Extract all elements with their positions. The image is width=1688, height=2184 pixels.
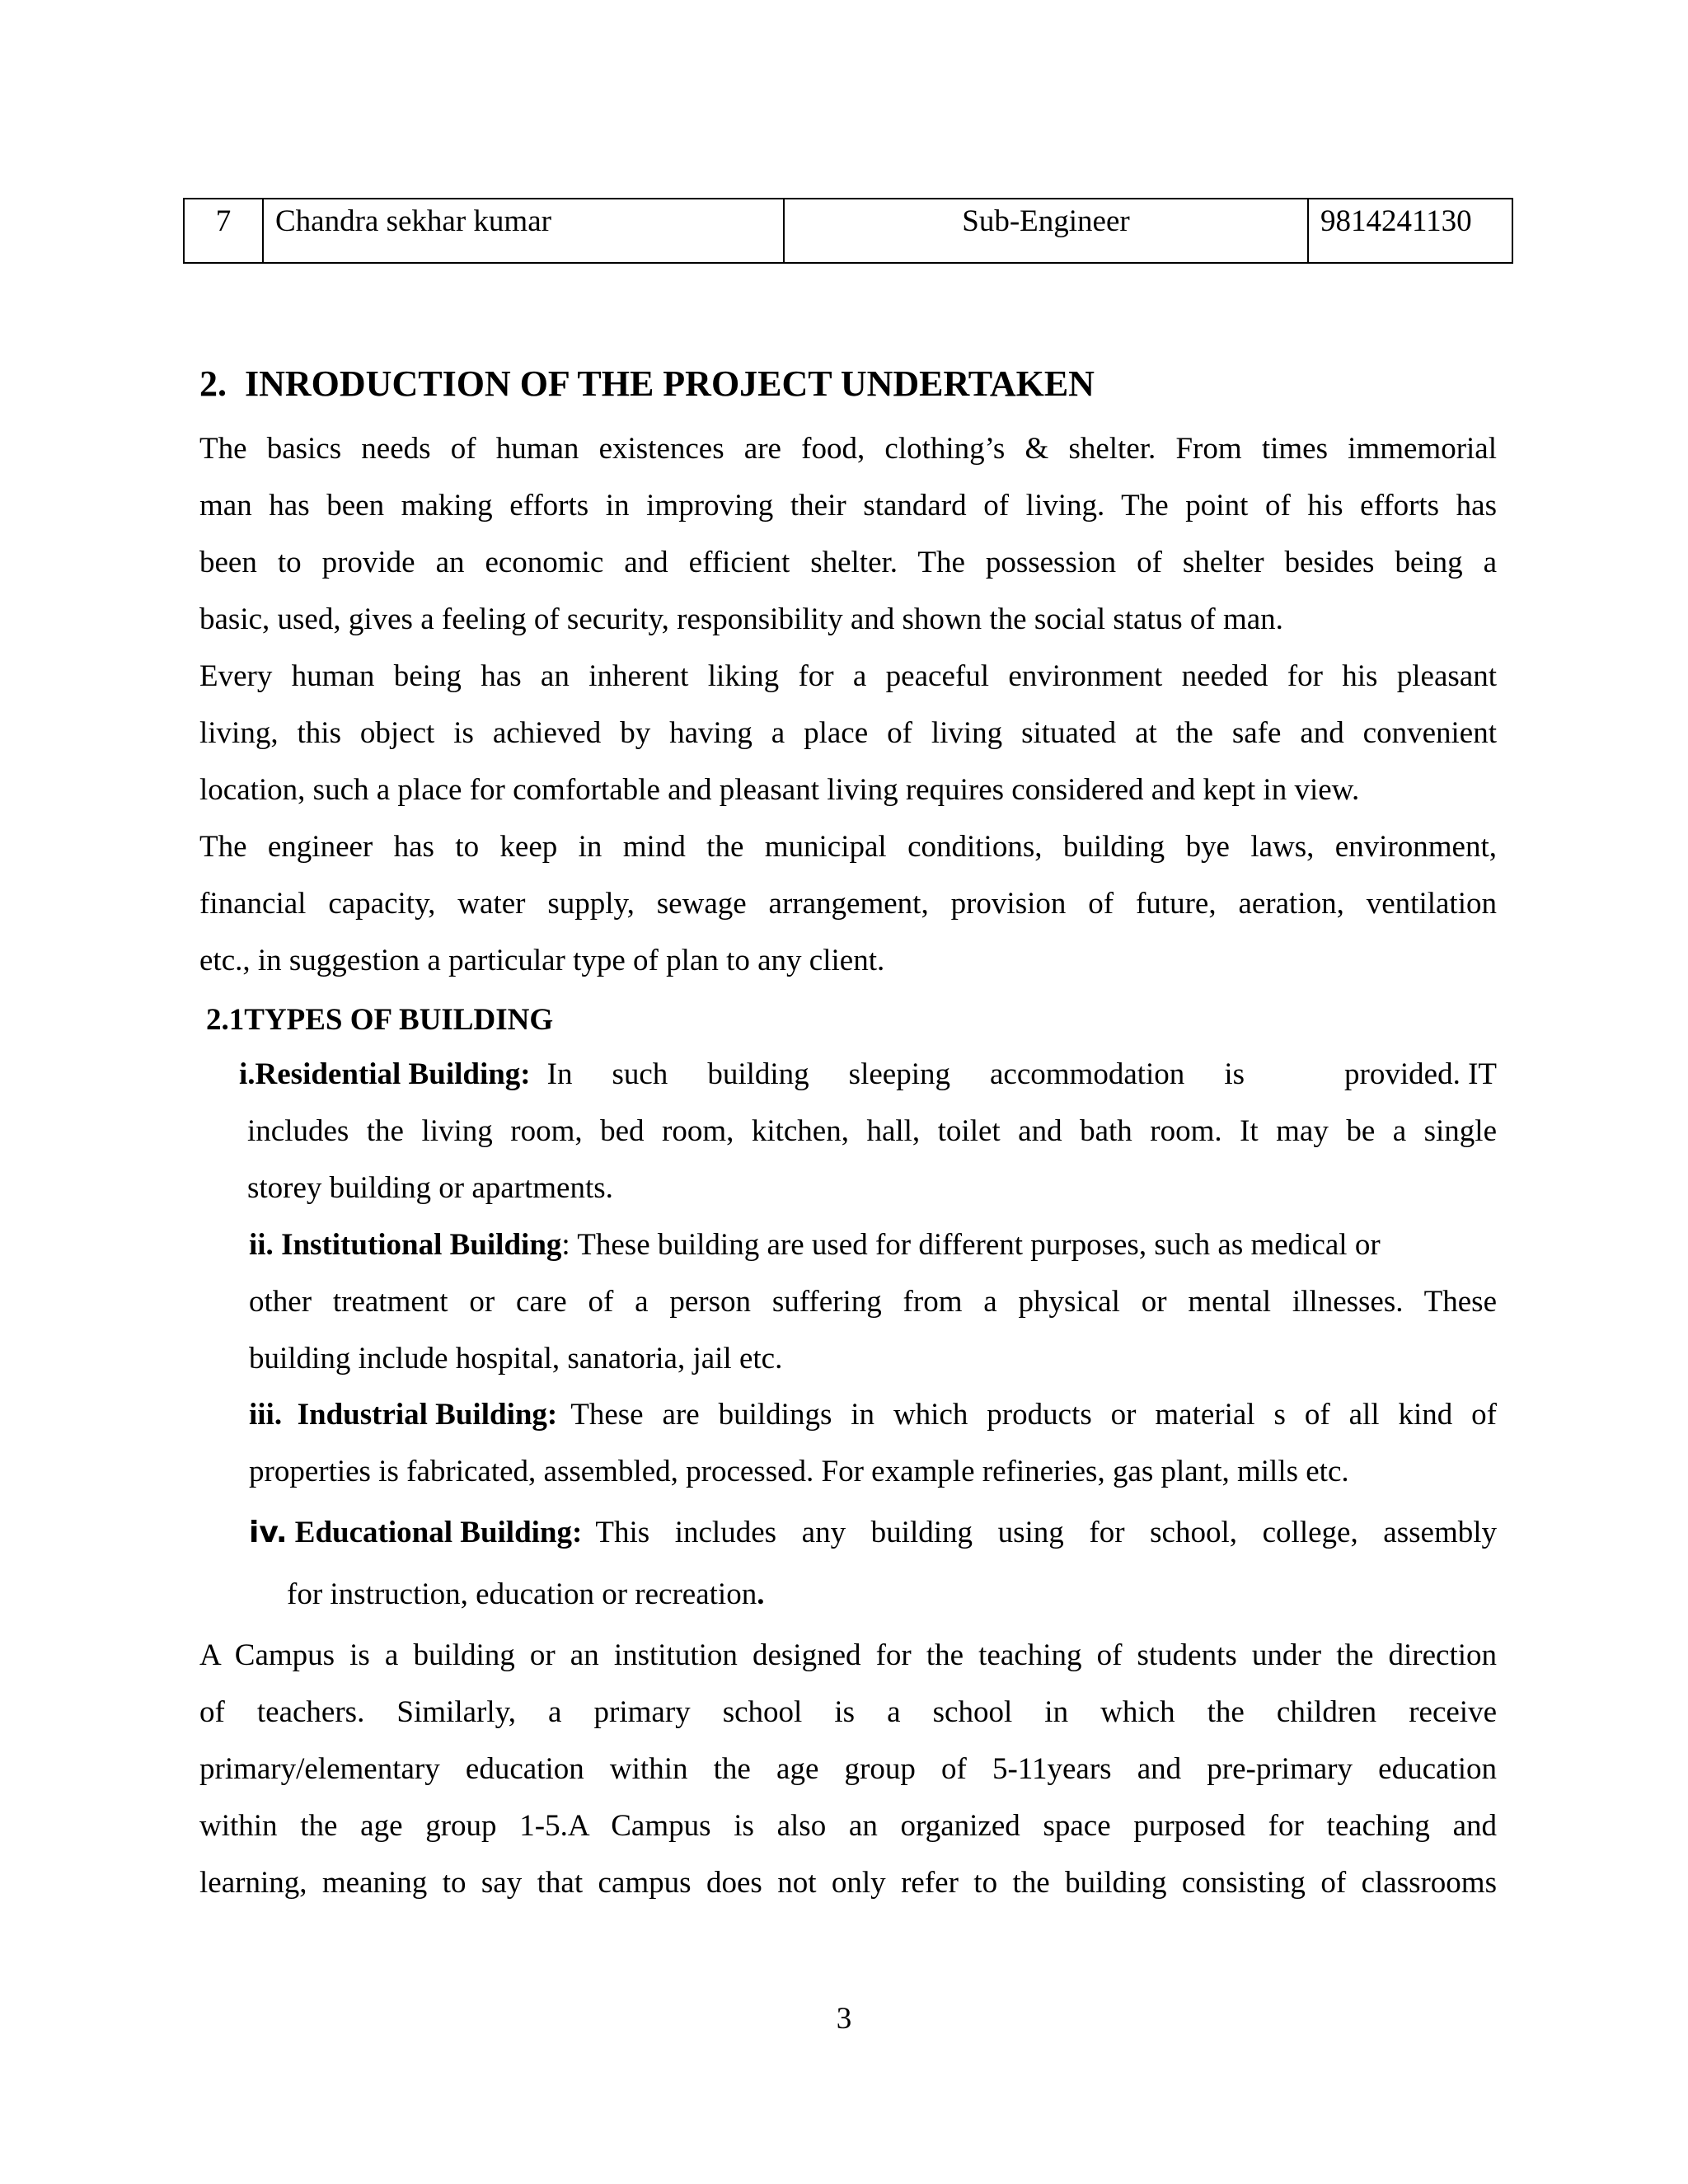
term-educational: Educational Building: [294, 1516, 583, 1549]
building-type-educational [249, 1503, 1497, 1627]
text-line: building include hospital, sanatoria, jail etc. [249, 1342, 783, 1376]
text-line: Every human being has an inherent liking for a peaceful environment needed for his pleasant [199, 659, 1497, 693]
cell-phone: 9814241130 [1308, 199, 1512, 263]
staff-table [183, 198, 1513, 264]
building-type-industrial [249, 1386, 1497, 1500]
intro-paragraph-3 [199, 818, 1497, 989]
building-type-residential [239, 1046, 1497, 1216]
text-line: financial capacity, water supply, sewage arrangement, provision of future, aeration, ventilation [199, 887, 1497, 921]
text-line: A Campus is a building or an institution designed for the teaching of students under the direction [199, 1638, 1497, 1672]
text-line: for instruction, education or recreation. [287, 1577, 765, 1611]
text-line: location, such a place for comfortable and pleasant living requires considered and kept in view. [199, 773, 1360, 807]
text-line: includes the living room, bed room, kitchen, hall, toilet and bath room. It may be a single [247, 1114, 1497, 1148]
intro-paragraph-1 [199, 420, 1497, 648]
text-line: storey building or apartments. [247, 1171, 613, 1205]
building-type-institutional [249, 1216, 1497, 1387]
list-marker: ii. [249, 1228, 274, 1262]
text-line: man has been making efforts in improving their standard of living. The point of his efforts has [199, 489, 1497, 523]
text-line: primary/elementary education within the age group of 5-11years and pre-primary education [199, 1752, 1497, 1786]
cell-name: Chandra sekhar kumar [263, 199, 784, 263]
text-line: living, this object is achieved by having a place of living situated at the safe and convenient [199, 716, 1497, 750]
text-line: within the age group 1-5.A Campus is also an organized space purposed for teaching and [199, 1809, 1497, 1843]
campus-paragraph [199, 1627, 1497, 1911]
text-line: learning, meaning to say that campus does not only refer to the building consisting of classrooms [199, 1866, 1497, 1900]
subsection-heading: 2.1TYPES OF BUILDING [206, 1003, 554, 1037]
intro-paragraph-2 [199, 648, 1497, 818]
text-line: properties is fabricated, assembled, processed. For example refineries, gas plant, mills etc. [249, 1455, 1349, 1488]
text-line: iii. Industrial Building: These are buildings in which products or material s of all kind of [249, 1398, 1497, 1432]
table-row [184, 199, 1512, 263]
text-line: The engineer has to keep in mind the municipal conditions, building bye laws, environment, [199, 830, 1497, 864]
page-number: 3 [836, 2002, 852, 2036]
section-title: INRODUCTION OF THE PROJECT UNDERTAKEN [245, 363, 1095, 404]
text-line: been to provide an economic and efficient shelter. The possession of shelter besides being a [199, 546, 1497, 579]
text-line: etc., in suggestion a particular type of plan to any client. [199, 944, 885, 977]
text-line: of teachers. Similarly, a primary school is a school in which the children receive [199, 1695, 1497, 1729]
list-marker: iv. [249, 1516, 288, 1549]
text-line: basic, used, gives a feeling of security, responsibility and shown the social status of man. [199, 602, 1283, 636]
term-industrial: Industrial Building: [297, 1398, 558, 1432]
cell-serial-number: 7 [184, 199, 263, 263]
section-number: 2. [199, 363, 227, 404]
list-marker: i. [239, 1057, 256, 1091]
list-marker: iii. [249, 1398, 283, 1432]
cell-designation: Sub-Engineer [784, 199, 1308, 263]
text-line: iv. Educational Building: This includes any building using for school, college, assembly [249, 1516, 1497, 1549]
term-institutional: Institutional Building [281, 1228, 562, 1262]
section-heading [199, 359, 1095, 409]
text-line: ii. Institutional Building: These building are used for different purposes, such as medical or [249, 1228, 1381, 1262]
text-line: other treatment or care of a person suffering from a physical or mental illnesses. These [249, 1285, 1497, 1319]
text-line: i. Residential Building: In such building sleeping accommodation is provided. IT [239, 1046, 1497, 1103]
text-line: The basics needs of human existences are food, clothing’s & shelter. From times immemorial [199, 432, 1497, 466]
term-residential: Residential Building: [255, 1057, 531, 1091]
